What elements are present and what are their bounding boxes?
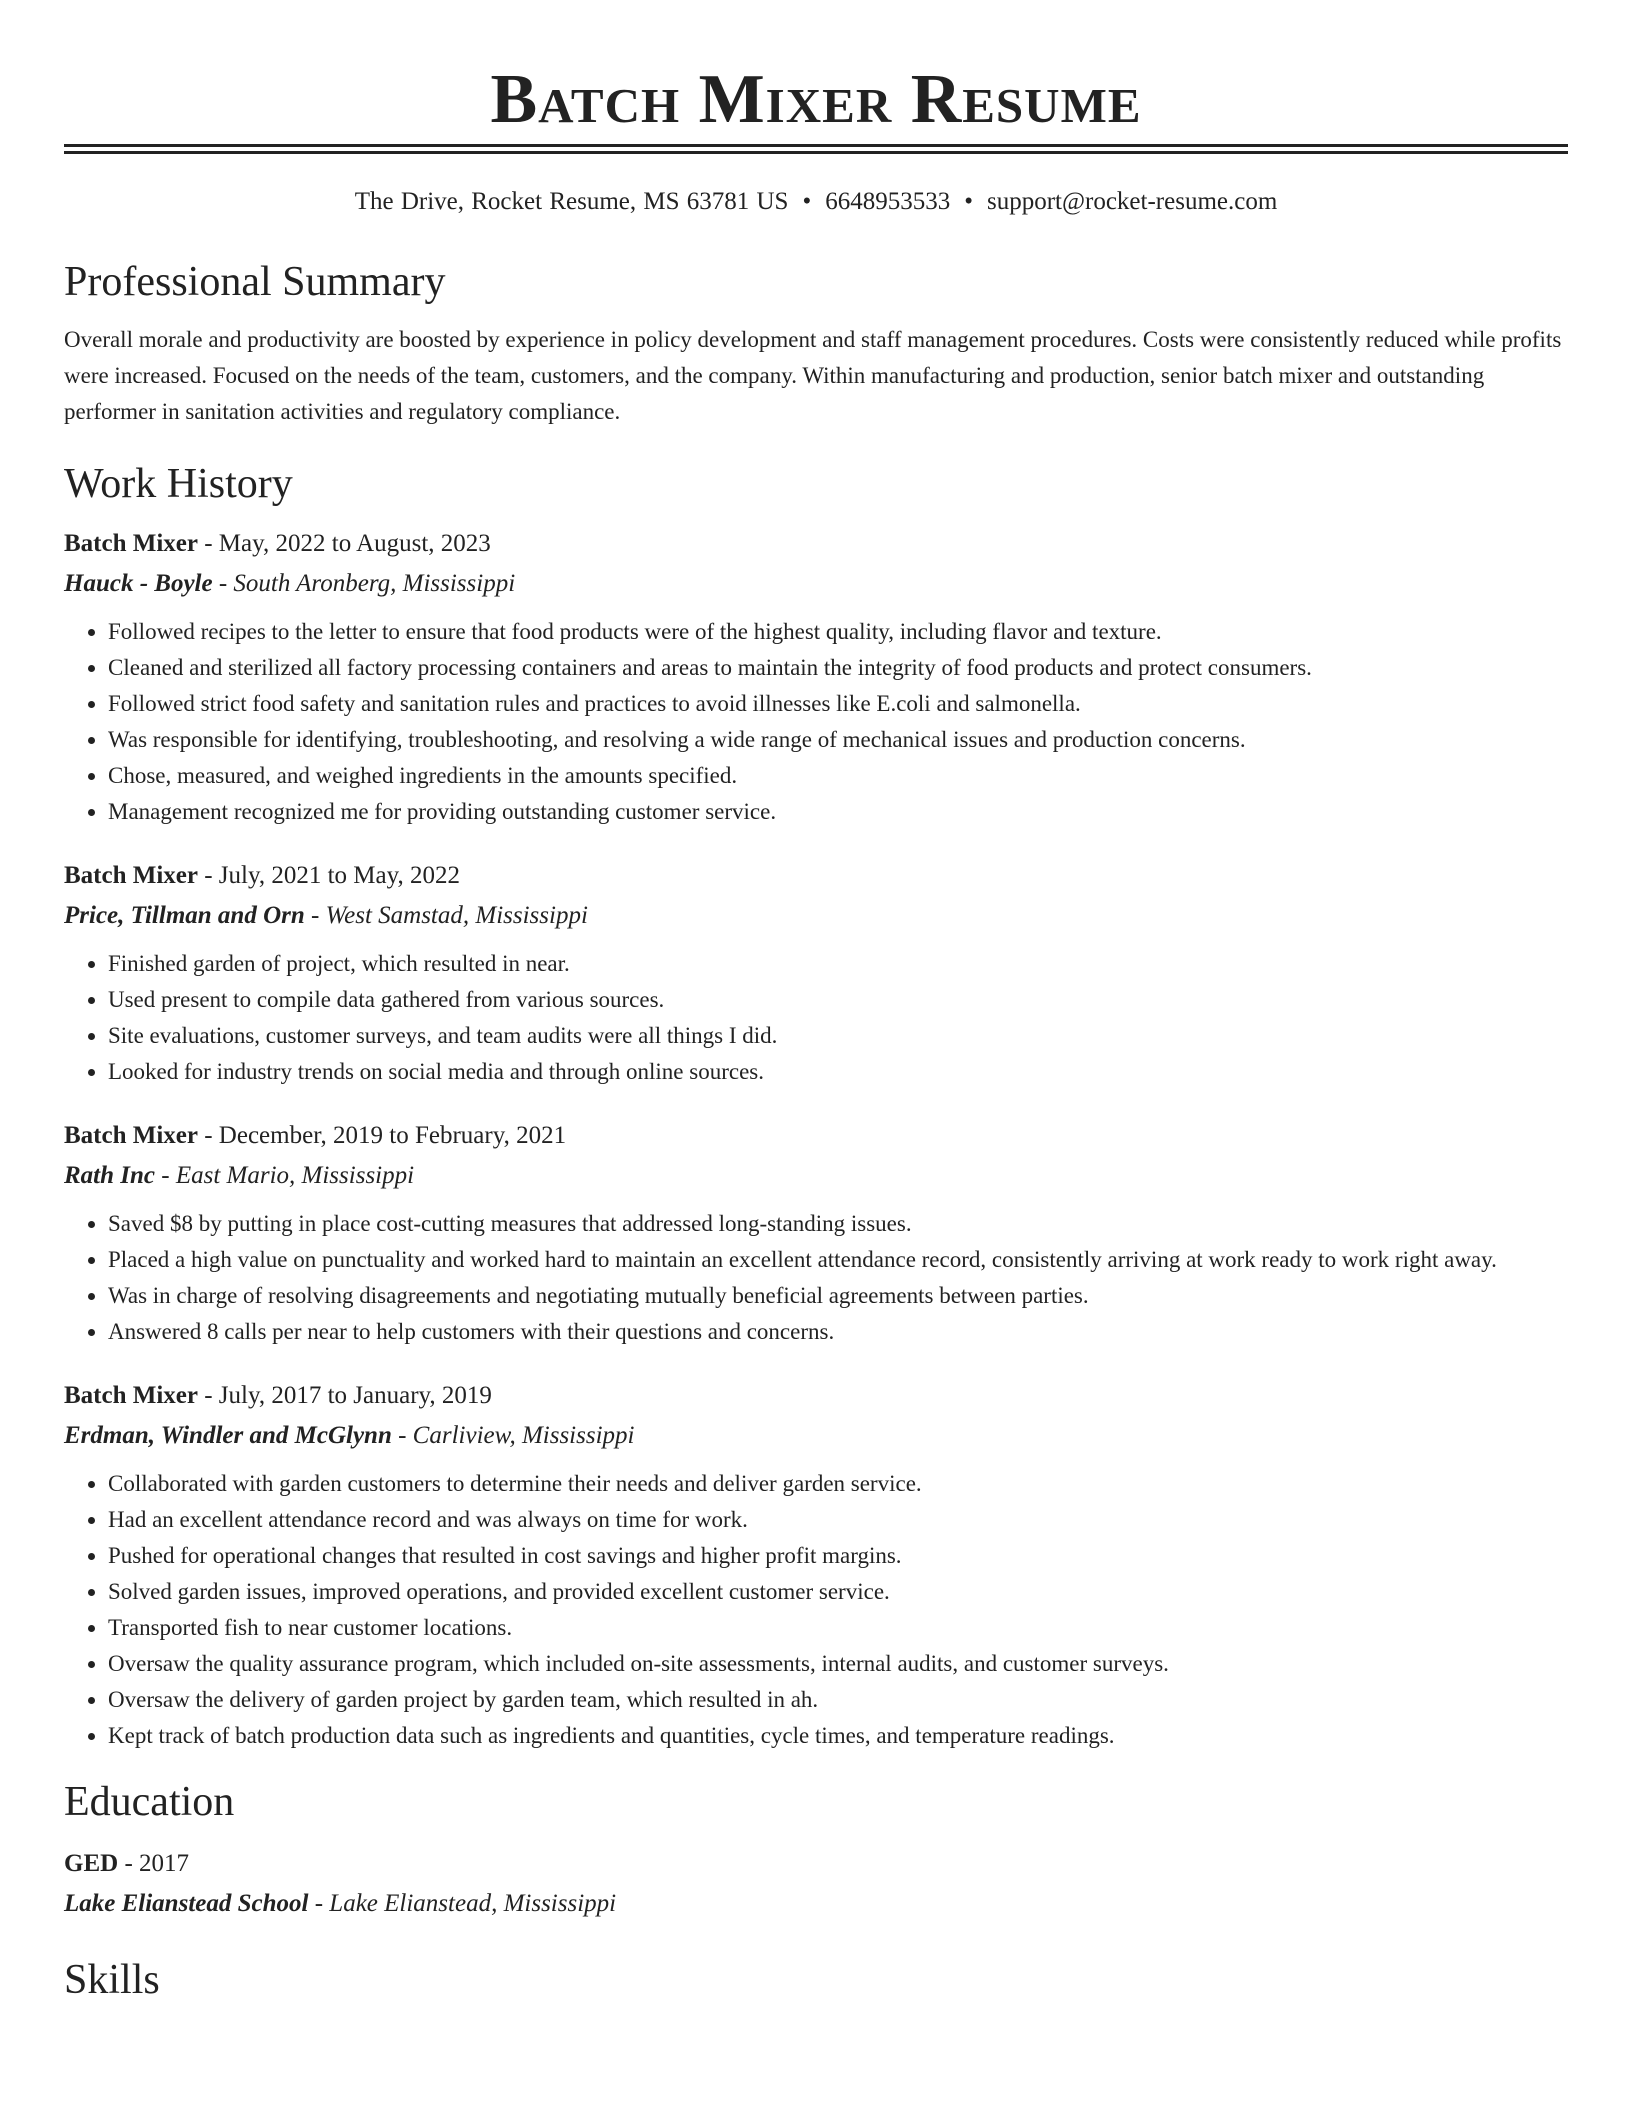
resume-title: Batch Mixer Resume	[490, 61, 1142, 138]
job-duty-item: • Chose, measured, and weighed ingredients in the amounts specified.	[108, 758, 1568, 794]
job-title-line	[64, 1376, 1568, 1416]
job-duty-item: • Pushed for operational changes that resulted in cost savings and higher profit margins.	[108, 1538, 1568, 1574]
work-history-heading: Work History	[64, 461, 293, 507]
resume-page	[64, 0, 1568, 2006]
job-duty-item: • Cleaned and sterilized all factory processing containers and areas to maintain the integrity of food products and protect consumers.	[108, 650, 1568, 686]
job-duty-item: • Answered 8 calls per near to help customers with their questions and concerns.	[108, 1314, 1568, 1350]
job-duty-item: • Oversaw the delivery of garden project by garden team, which resulted in ah.	[108, 1682, 1568, 1718]
education-location: - Lake Elianstead, Mississippi	[308, 1890, 617, 1917]
job-title: Batch Mixer	[64, 862, 198, 889]
job-dates: - July, 2017 to January, 2019	[197, 1382, 492, 1409]
job-company-line	[64, 1416, 1568, 1456]
job-duty-item: • Saved $8 by putting in place cost-cutting measures that addressed long-standing issues.	[108, 1206, 1568, 1242]
job-entry	[64, 1376, 1568, 1754]
job-duty-item: • Placed a high value on punctuality and worked hard to maintain an excellent attendance record, consistently arriving at work ready to work right away.	[108, 1242, 1568, 1278]
contact-phone: 6648953533	[825, 188, 951, 215]
job-location: - South Aronberg, Mississippi	[212, 570, 516, 597]
job-company-line	[64, 896, 1568, 936]
education-year: - 2017	[118, 1850, 190, 1877]
job-title: Batch Mixer	[64, 530, 198, 557]
job-duties-list	[64, 614, 1568, 830]
contact-email: support@rocket-resume.com	[986, 188, 1278, 215]
job-title: Batch Mixer	[64, 1122, 198, 1149]
job-company-line	[64, 564, 1568, 604]
job-entry	[64, 524, 1568, 830]
job-title: Batch Mixer	[64, 1382, 198, 1409]
contact-separator: •	[964, 188, 973, 215]
job-title-line	[64, 524, 1568, 564]
job-duty-item: • Collaborated with garden customers to determine their needs and deliver garden service.	[108, 1466, 1568, 1502]
contact-separator: •	[802, 188, 812, 215]
job-duties-list	[64, 946, 1568, 1090]
contact-address: The Drive, Rocket Resume, MS 63781 US	[354, 188, 789, 215]
job-entry	[64, 1116, 1568, 1350]
education-heading: Education	[64, 1779, 235, 1825]
job-duty-item: • Had an excellent attendance record and was always on time for work.	[108, 1502, 1568, 1538]
education-degree: GED	[64, 1850, 119, 1877]
job-title-line	[64, 1116, 1568, 1156]
job-entry	[64, 856, 1568, 1090]
job-company: Rath Inc	[64, 1162, 156, 1189]
skills-heading: Skills	[64, 1957, 160, 2003]
job-duty-item: • Solved garden issues, improved operations, and provided excellent customer service.	[108, 1574, 1568, 1610]
job-location: - Carliview, Mississippi	[391, 1422, 635, 1449]
summary-heading: Professional Summary	[64, 259, 446, 305]
job-location: - East Mario, Mississippi	[155, 1162, 415, 1189]
education-school-line	[64, 1884, 1568, 1924]
summary-text: Overall morale and productivity are boosted by experience in policy development and staff management procedures. Costs were consistently reduced while profits were increased. Focused on the needs of the team, customers, and the company. Within manufacturing and production, senior batch mixer and outstanding performer in sanitation activities and regulatory compliance.	[64, 327, 1562, 424]
job-title-line	[64, 856, 1568, 896]
education-degree-line	[64, 1844, 1568, 1884]
job-dates: - December, 2019 to February, 2021	[197, 1122, 567, 1149]
job-duty-item: • Management recognized me for providing outstanding customer service.	[108, 794, 1568, 830]
job-duty-item: • Finished garden of project, which resulted in near.	[108, 946, 1568, 982]
education-school: Lake Elianstead School	[64, 1890, 309, 1917]
job-duty-item: • Looked for industry trends on social media and through online sources.	[108, 1054, 1568, 1090]
job-company: Hauck - Boyle	[64, 570, 213, 597]
job-duty-item: • Site evaluations, customer surveys, and team audits were all things I did.	[108, 1018, 1568, 1054]
job-dates: - July, 2021 to May, 2022	[197, 862, 461, 889]
job-company: Erdman, Windler and McGlynn	[64, 1422, 392, 1449]
job-duty-item: • Was responsible for identifying, troubleshooting, and resolving a wide range of mechanical issues and production concerns.	[108, 722, 1568, 758]
job-company-line	[64, 1156, 1568, 1196]
job-duty-item: • Kept track of batch production data such as ingredients and quantities, cycle times, and temperature readings.	[108, 1718, 1568, 1754]
job-duty-item: • Followed recipes to the letter to ensure that food products were of the highest quality, including flavor and texture.	[108, 614, 1568, 650]
job-list	[64, 524, 1568, 1754]
job-duty-item: • Was in charge of resolving disagreements and negotiating mutually beneficial agreements between parties.	[108, 1278, 1568, 1314]
title-double-rule	[64, 144, 1568, 154]
job-duty-item: • Used present to compile data gathered from various sources.	[108, 982, 1568, 1018]
job-company: Price, Tillman and Orn	[64, 902, 305, 929]
job-duty-item: • Transported fish to near customer locations.	[108, 1610, 1568, 1646]
contact-line	[64, 186, 1568, 218]
job-duty-item: • Oversaw the quality assurance program, which included on-site assessments, internal audits, and customer surveys.	[108, 1646, 1568, 1682]
job-dates: - May, 2022 to August, 2023	[197, 530, 491, 557]
job-duty-item: • Followed strict food safety and sanitation rules and practices to avoid illnesses like E.coli and salmonella.	[108, 686, 1568, 722]
job-duties-list	[64, 1206, 1568, 1350]
job-duties-list	[64, 1466, 1568, 1754]
job-location: - West Samstad, Mississippi	[304, 902, 588, 929]
